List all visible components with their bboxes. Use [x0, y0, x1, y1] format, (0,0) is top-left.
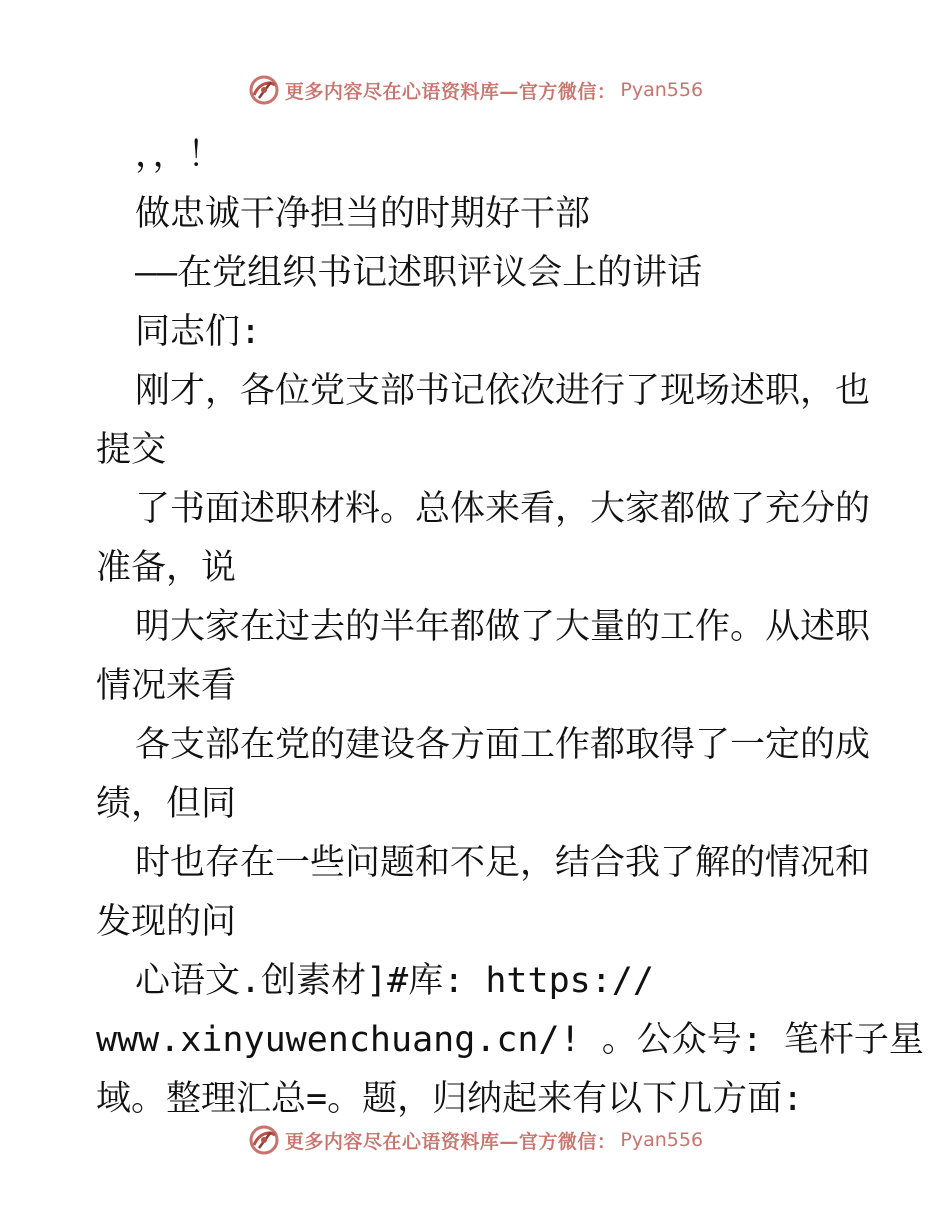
text-line: 刚才，各位党支部书记依次进行了现场述职，也	[135, 371, 871, 411]
banner-wechat-id: Pyan556	[620, 79, 704, 101]
text-line: 心语文.创素材]#库: https://	[135, 961, 654, 1001]
banner-wechat-id: Pyan556	[620, 1129, 704, 1151]
document-body	[96, 126, 924, 1129]
text-line: 时也存在一些问题和不足，结合我了解的情况和	[135, 843, 871, 883]
footer-banner	[0, 1120, 950, 1160]
text-line: 明大家在过去的半年都做了大量的工作。从述职	[135, 607, 871, 647]
text-line: ——在党组织书记述职评议会上的讲话	[135, 253, 703, 293]
red-swirl-logo-icon	[247, 1123, 281, 1157]
banner-text: 更多内容尽在心语资料库—官方微信：	[284, 1130, 617, 1153]
text-line: 绩，但同	[96, 784, 237, 824]
header-banner	[0, 70, 950, 110]
text-line: 发现的问	[96, 902, 237, 942]
text-line: 做忠诚干净担当的时期好干部	[135, 194, 591, 234]
text-line: 同志们:	[135, 312, 262, 352]
banner-text: 更多内容尽在心语资料库—官方微信：	[284, 80, 617, 103]
text-line: 情况来看	[96, 666, 237, 706]
red-swirl-logo-icon	[247, 73, 281, 107]
text-line: 了书面述职材料。总体来看，大家都做了充分的	[135, 489, 871, 529]
text-line: 提交	[96, 430, 167, 470]
text-line: 准备，说	[96, 548, 237, 588]
text-line: ，，！	[135, 135, 223, 175]
text-line: 域。整理汇总=。题，归纳起来有以下几方面:	[96, 1079, 804, 1119]
text-line: www.xinyuwenchuang.cn/! 。公众号: 笔杆子星	[96, 1020, 924, 1060]
text-line: 各支部在党的建设各方面工作都取得了一定的成	[135, 725, 871, 765]
